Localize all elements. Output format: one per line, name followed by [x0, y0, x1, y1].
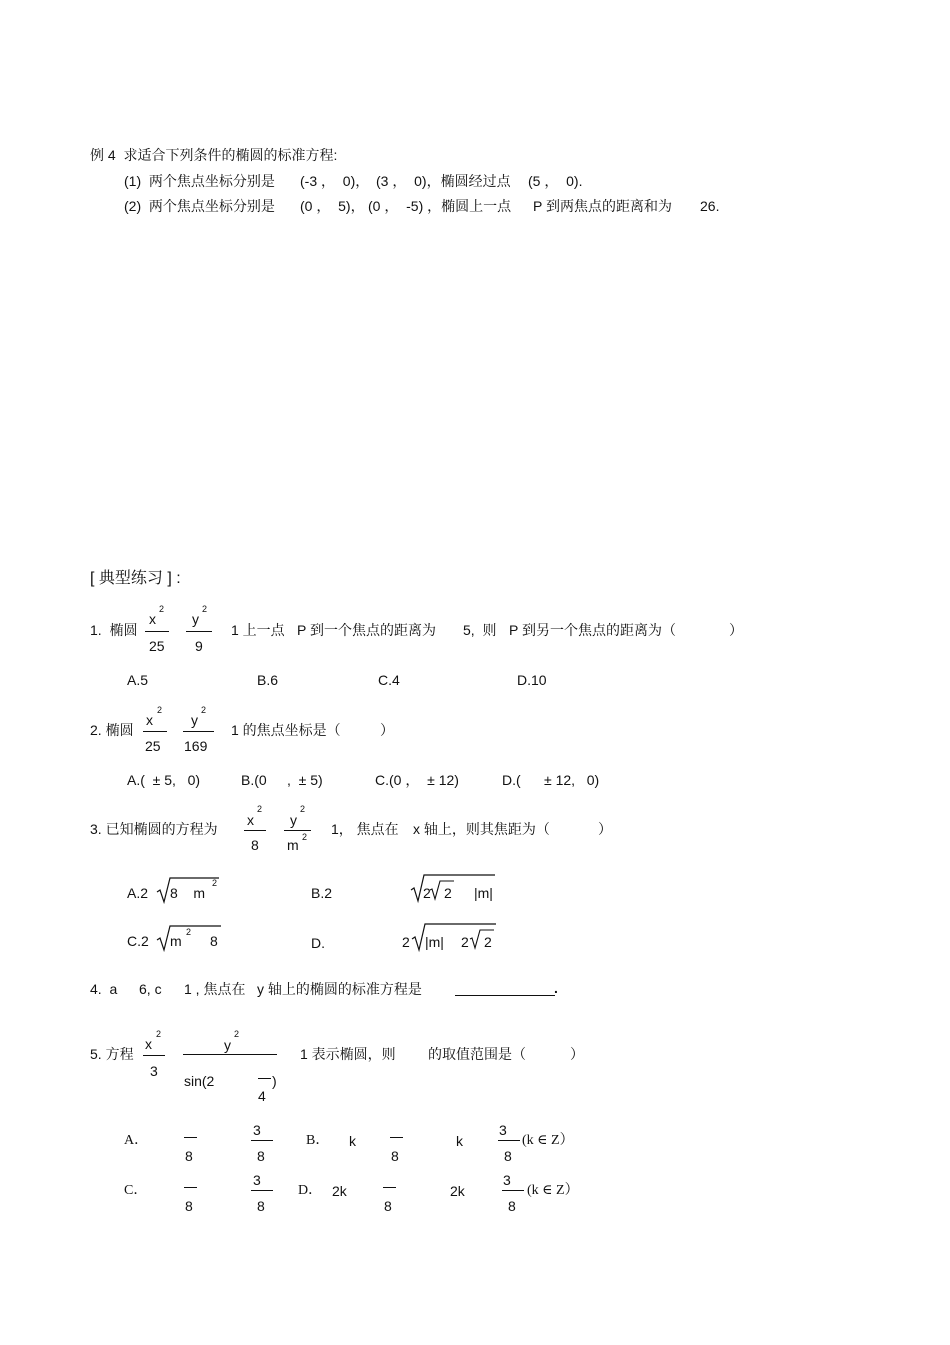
- q2-option-b-part2: , ± 5): [287, 772, 323, 788]
- example4-condition1-focus2: (3 ， 0)，椭圆经过点: [376, 173, 511, 189]
- q5-option-a-label: A．: [124, 1133, 149, 1148]
- q5-option-b-frac2-den: 8: [504, 1148, 512, 1164]
- q3-option-c-radicand: m: [170, 933, 182, 949]
- q5-frac2-exp: 2: [234, 1029, 240, 1039]
- q1-frac2-exp: 2: [202, 604, 208, 614]
- q2-frac2-den: 169: [184, 738, 208, 754]
- q5-frac1-den: 3: [150, 1063, 158, 1079]
- q5-option-d-condition: (k ∈ Z）: [527, 1183, 579, 1198]
- q5-frac2-bar: [183, 1054, 277, 1055]
- q5-option-d-k2: 2k: [450, 1183, 465, 1199]
- q3-option-a-label: A.2: [127, 885, 149, 901]
- q1-stem-2: P 到一个焦点的距离为: [297, 622, 436, 638]
- q1-frac1-exp: 2: [159, 604, 165, 614]
- q5-option-a-frac2-bar: [251, 1140, 273, 1141]
- q3-stem-1: 1， 焦点在: [331, 821, 399, 837]
- q3-frac1-exp: 2: [257, 804, 263, 814]
- q5-option-b-frac2-num: 3: [499, 1122, 507, 1138]
- q5-close-paren: ）: [570, 1046, 584, 1062]
- q5-frac1-bar: [143, 1055, 165, 1056]
- q5-option-d-frac2-num: 3: [503, 1172, 511, 1188]
- q5-option-a-frac2-den: 8: [257, 1148, 265, 1164]
- q3-option-b-coef: 2: [423, 885, 431, 901]
- q1-option-a: A.5: [127, 672, 149, 688]
- q2-frac1-num: x: [146, 712, 153, 728]
- q5-option-b-frac1-bar: [390, 1137, 403, 1138]
- q3-option-d-inner-coef: 2: [461, 934, 469, 950]
- q5-option-d-frac1-den: 8: [384, 1198, 392, 1214]
- q2-option-a: A.( ± 5, 0): [127, 772, 201, 788]
- q1-frac1-den: 25: [149, 638, 165, 654]
- q3-option-a-radicand: 8 m: [170, 885, 206, 901]
- q2-close-paren: ）: [380, 722, 394, 738]
- q5-inner-frac-den: 4: [258, 1088, 266, 1104]
- q5-frac1-exp: 2: [156, 1029, 162, 1039]
- q5-option-c-label: C．: [124, 1183, 148, 1198]
- q4-number: 4. a: [90, 981, 118, 997]
- example4-condition1-label: (1) 两个焦点坐标分别是: [124, 173, 275, 189]
- q5-inner-frac-bar: [258, 1078, 271, 1079]
- q3-option-b-label: B.2: [311, 885, 333, 901]
- q3-option-d-label: D.: [311, 935, 325, 951]
- q5-option-c-frac2-den: 8: [257, 1198, 265, 1214]
- q3-option-c-label: C.2: [127, 933, 149, 949]
- q1-frac2-den: 9: [195, 638, 203, 654]
- q5-option-c-frac1-bar: [184, 1187, 197, 1188]
- q2-frac2-bar: [183, 731, 214, 732]
- q1-close-paren: ）: [729, 622, 743, 638]
- q5-option-b-k2: k: [456, 1133, 463, 1149]
- q5-option-b-frac1-den: 8: [391, 1148, 399, 1164]
- q5-frac2-num: y: [224, 1037, 231, 1053]
- q5-number: 5. 方程: [90, 1046, 134, 1062]
- q3-frac1-num: x: [247, 812, 254, 828]
- q1-stem-1: 1 上一点: [231, 622, 285, 638]
- q3-frac2-exp: 2: [300, 804, 306, 814]
- q3-option-b-inner: 2: [444, 885, 452, 901]
- example4-condition2-focus1: (0 ， 5)，: [300, 198, 365, 214]
- q1-stem-4: P 到另一个焦点的距离为（: [509, 622, 676, 638]
- q3-frac1-den: 8: [251, 837, 259, 853]
- q2-frac1-den: 25: [145, 738, 161, 754]
- q5-option-b-frac2-bar: [498, 1140, 520, 1141]
- example4-condition2-label: (2) 两个焦点坐标分别是: [124, 198, 275, 214]
- q2-option-d-part2: ± 12, 0): [544, 772, 600, 788]
- q3-frac1-bar: [244, 830, 266, 831]
- q1-number: 1. 椭圆: [90, 622, 138, 638]
- example4-condition2-focus2: (0 ， -5) ，椭圆上一点: [368, 198, 512, 214]
- q3-frac2-den-exp: 2: [302, 832, 308, 842]
- q2-frac2-num: y: [191, 712, 198, 728]
- q2-frac2-exp: 2: [201, 705, 207, 715]
- q1-stem-3: 5, 则: [463, 622, 497, 638]
- example4-condition2-text: P 到两焦点的距离和为: [533, 198, 672, 214]
- q2-frac1-bar: [143, 731, 167, 732]
- section-heading: [ 典型练习 ] :: [90, 570, 181, 587]
- q2-number: 2. 椭圆: [90, 722, 134, 738]
- q3-close-paren: ）: [598, 821, 612, 837]
- q1-frac1-bar: [145, 631, 169, 632]
- q4-period: .: [554, 980, 558, 996]
- q3-frac2-bar: [284, 830, 311, 831]
- q1-frac2-bar: [186, 631, 212, 632]
- q3-option-a-exp: 2: [212, 878, 218, 888]
- example4-condition2-value: 26.: [700, 198, 720, 214]
- q5-option-d-frac1-bar: [383, 1187, 396, 1188]
- q3-frac2-num: y: [290, 812, 297, 828]
- q5-option-b-condition: (k ∈ Z）: [522, 1133, 574, 1148]
- example4-title: 例 4 求适合下列条件的椭圆的标准方程:: [90, 147, 338, 163]
- q3-option-c-exp: 2: [186, 927, 192, 937]
- q5-option-d-k1: 2k: [332, 1183, 347, 1199]
- q5-option-b-k1: k: [349, 1133, 356, 1149]
- q2-option-b-part1: B.(0: [241, 772, 267, 788]
- q5-option-d-frac2-den: 8: [508, 1198, 516, 1214]
- q3-stem-2: x 轴上，则其焦距为（: [413, 821, 550, 837]
- q2-option-c: C.(0 ， ± 12): [375, 772, 459, 788]
- example4-condition1-focus1: (-3 ， 0)，: [300, 173, 370, 189]
- q1-option-d: D.10: [517, 672, 547, 688]
- q5-option-c-frac1-den: 8: [185, 1198, 193, 1214]
- q5-stem-1: 1 表示椭圆，则: [300, 1046, 396, 1062]
- q5-denominator-sin: sin(2: [184, 1073, 215, 1089]
- q3-option-d-inner: 2: [484, 934, 492, 950]
- q5-option-a-frac2-num: 3: [253, 1122, 261, 1138]
- q3-option-d-abs: |m|: [425, 934, 444, 950]
- example4-condition1-point: (5 ， 0).: [528, 173, 583, 189]
- q1-frac1-num: x: [149, 611, 156, 627]
- q3-number: 3. 已知椭圆的方程为: [90, 821, 218, 837]
- q5-option-d-frac2-bar: [502, 1190, 524, 1191]
- q4-part1: 6, c: [139, 981, 162, 997]
- q1-option-c: C.4: [378, 672, 400, 688]
- q5-stem-2: 的取值范围是（: [428, 1046, 526, 1062]
- q5-frac1-num: x: [145, 1036, 152, 1052]
- q4-part2: 1 , 焦点在: [184, 981, 246, 997]
- q2-stem: 1 的焦点坐标是（: [231, 722, 341, 738]
- q1-option-b: B.6: [257, 672, 279, 688]
- q4-part3: y 轴上的椭圆的标准方程是: [257, 981, 422, 997]
- q5-option-a-frac1-bar: [184, 1137, 197, 1138]
- q4-answer-blank[interactable]: [455, 995, 555, 996]
- q5-option-d-label: D．: [298, 1183, 323, 1198]
- q5-option-a-frac1-den: 8: [185, 1148, 193, 1164]
- q5-option-c-frac2-bar: [251, 1190, 273, 1191]
- q3-frac2-den: m: [287, 837, 299, 853]
- q5-option-c-frac2-num: 3: [253, 1172, 261, 1188]
- q1-frac2-num: y: [192, 611, 199, 627]
- q5-option-b-label: B．: [306, 1133, 330, 1148]
- q2-frac1-exp: 2: [157, 705, 163, 715]
- q3-option-b-abs: |m|: [474, 885, 493, 901]
- q5-denominator-close: ): [272, 1073, 277, 1089]
- q3-option-d-coef: 2: [402, 934, 410, 950]
- q3-option-c-radicand-2: 8: [210, 933, 218, 949]
- q2-option-d-part1: D.(: [502, 772, 521, 788]
